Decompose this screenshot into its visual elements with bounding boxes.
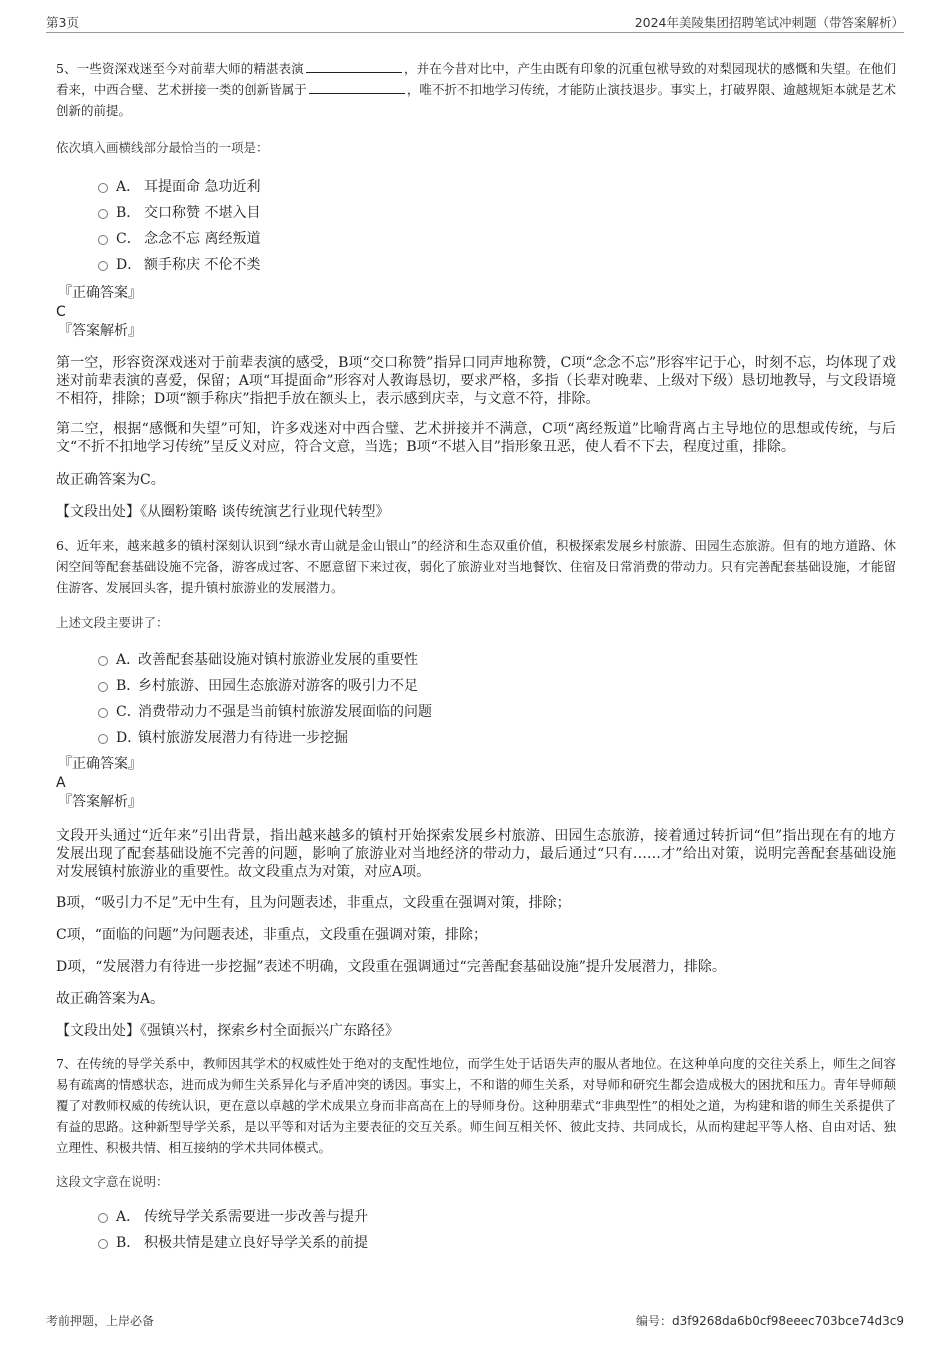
answer-value: C (56, 304, 66, 320)
analysis-paragraph: B项，“吸引力不足”无中生有，且为问题表述，非重点，文段重在强调对策，排除； (56, 895, 571, 911)
analysis-label: 『答案解析』 (58, 794, 142, 810)
question-stem: 7、在传统的导学关系中，教师因其学术的权威性处于绝对的支配性地位，而学生处于话语失声的服从者地位。在这种单向度的交往关系上，师生之间容易有疏离的情感状态，进而成为师生关系异化与矛盾冲突的诱因。事实上，不和谐的师生关系，对导师和研究生都会造成极大的困扰和压力。青年导师颠覆了对教师权威的传统认识，更在意以卓越的学术成果立身而非高高在上的导师身份。这种朋辈式“非典型性”的相处之道，为构建和谐的师生关系提供了有益的思路。这种新型导学关系，是以平等和对话为主要表征的交互关系。师生间互相关怀、彼此支持、共同成长，从而构建起平等人格、自由对话、独立理性、积极共情、相互接纳的学术共同体模式。 (56, 1056, 896, 1155)
analysis-paragraph: 第一空，形容资深戏迷对于前辈表演的感受，B项“交口称赞”指异口同声地称赞，C项“念念不忘”形容牢记于心，时刻不忘，均体现了戏迷对前辈表演的喜爱，保留；A项“耳提面命”形容对人教诲恳切，要求严格，多指（长辈对晚辈、上级对下级）恳切地教导，与文段语境不相符，排除；D项“额手称庆”指把手放在额头上，表示感到庆幸，与文意不符，排除。 (56, 355, 896, 407)
question-stem: 6、近年来，越来越多的镇村深刻认识到“绿水青山就是金山银山”的经济和生态双重价值，积极探索发展乡村旅游、田园生态旅游。但有的地方道路、休闲空间等配套基础设施不完备，游客成过客、不愿意留下来过夜，弱化了旅游业对当地餐饮、住宿及日常消费的带动力。只有完善配套基础设施，才能留住游客、发展回头客，提升镇村旅游业的发展潜力。 (56, 538, 896, 595)
fill-blank-1 (306, 58, 402, 73)
option-b[interactable]: B．乡村旅游、田园生态旅游对游客的吸引力不足 (56, 673, 896, 699)
option-a[interactable]: A． 耳提面命 急功近利 (56, 174, 896, 200)
option-a[interactable]: A．改善配套基础设施对镇村旅游业发展的重要性 (56, 647, 896, 673)
document-title: 2024年美陵集团招聘笔试冲刺题（带答案解析） (634, 15, 904, 30)
answer-value: A (56, 775, 66, 791)
page-number: 第3页 (46, 15, 79, 30)
document-id: 编号：d3f9268da6b0cf98eeec703bce74d3c9 (636, 1314, 904, 1328)
radio-icon[interactable] (98, 1239, 108, 1249)
question-6 (56, 535, 896, 1041)
answer-label: 『正确答案』 (58, 285, 142, 301)
question-7 (56, 1053, 896, 1256)
radio-icon[interactable] (98, 1213, 108, 1223)
analysis-paragraph: 文段开头通过“近年来”引出背景，指出越来越多的镇村开始探索发展乡村旅游、田园生态旅游，接着通过转折词“但”指出现在有的地方发展出现了配套基础设施不完善的问题，影响了旅游业对当地经济的带动力，最后通过“只有……才”给出对策，说明完善配套基础设施对发展镇村旅游业的重要性。故文段重点为对策，对应A项。 (56, 828, 896, 880)
analysis-paragraph: D项，“发展潜力有待进一步挖掘”表述不明确，文段重在强调通过“完善配套基础设施”提升发展潜力，排除。 (56, 959, 726, 975)
answer-label: 『正确答案』 (58, 756, 142, 772)
option-a[interactable]: A． 传统导学关系需要进一步改善与提升 (56, 1204, 896, 1230)
question-5 (56, 58, 896, 522)
radio-icon[interactable] (98, 734, 108, 744)
source-citation: 【文段出处】《从圈粉策略 谈传统演艺行业现代转型》 (56, 504, 390, 520)
option-d[interactable]: D． 额手称庆 不伦不类 (56, 252, 896, 278)
question-stem: 5、一些资深戏迷至今对前辈大师的精湛表演 ，并在今昔对比中，产生由既有印象的沉重包袱导致的对梨园现状的感慨和失望。在他们看来，中西合璧、艺术拼接一类的创新皆属于 ，唯不折不扣地学习传统，才能防止演技退步。事实上，打破界限、逾越规矩本就是艺术创新的前提。 (56, 58, 896, 121)
fill-blank-2 (309, 79, 405, 94)
radio-icon[interactable] (98, 235, 108, 245)
analysis-paragraph: 第二空，根据“感慨和失望”可知，许多戏迷对中西合璧、艺术拼接并不满意，C项“离经叛道”比喻背离占主导地位的思想或传统，与后文“不折不扣地学习传统”呈反义对应，符合文意，当选；B项“不堪入目”指形象丑恶，使人看不下去，程度过重，排除。 (56, 421, 896, 455)
radio-icon[interactable] (98, 656, 108, 666)
option-d[interactable]: D．镇村旅游发展潜力有待进一步挖掘 (56, 725, 896, 751)
question-prompt: 上述文段主要讲了： (56, 615, 169, 630)
analysis-conclusion: 故正确答案为A。 (56, 991, 165, 1007)
radio-icon[interactable] (98, 682, 108, 692)
radio-icon[interactable] (98, 261, 108, 271)
analysis-conclusion: 故正确答案为C。 (56, 472, 165, 488)
option-list (56, 174, 896, 278)
page-header (46, 10, 904, 33)
source-citation: 【文段出处】《强镇兴村，探索乡村全面振兴广东路径》 (56, 1023, 399, 1039)
option-b[interactable]: B． 积极共情是建立良好导学关系的前提 (56, 1230, 896, 1256)
analysis-label: 『答案解析』 (58, 323, 142, 339)
question-prompt: 依次填入画横线部分最恰当的一项是： (56, 140, 269, 155)
option-list (56, 647, 896, 751)
document-content (56, 58, 896, 1256)
option-c[interactable]: C．消费带动力不强是当前镇村旅游发展面临的问题 (56, 699, 896, 725)
option-list (56, 1204, 896, 1256)
option-c[interactable]: C． 念念不忘 离经叛道 (56, 226, 896, 252)
radio-icon[interactable] (98, 209, 108, 219)
question-prompt: 这段文字意在说明： (56, 1174, 169, 1189)
footer-slogan: 考前押题，上岸必备 (46, 1314, 155, 1328)
option-b[interactable]: B． 交口称赞 不堪入目 (56, 200, 896, 226)
radio-icon[interactable] (98, 183, 108, 193)
radio-icon[interactable] (98, 708, 108, 718)
analysis-paragraph: C项，“面临的问题”为问题表述，非重点，文段重在强调对策，排除； (56, 927, 488, 943)
